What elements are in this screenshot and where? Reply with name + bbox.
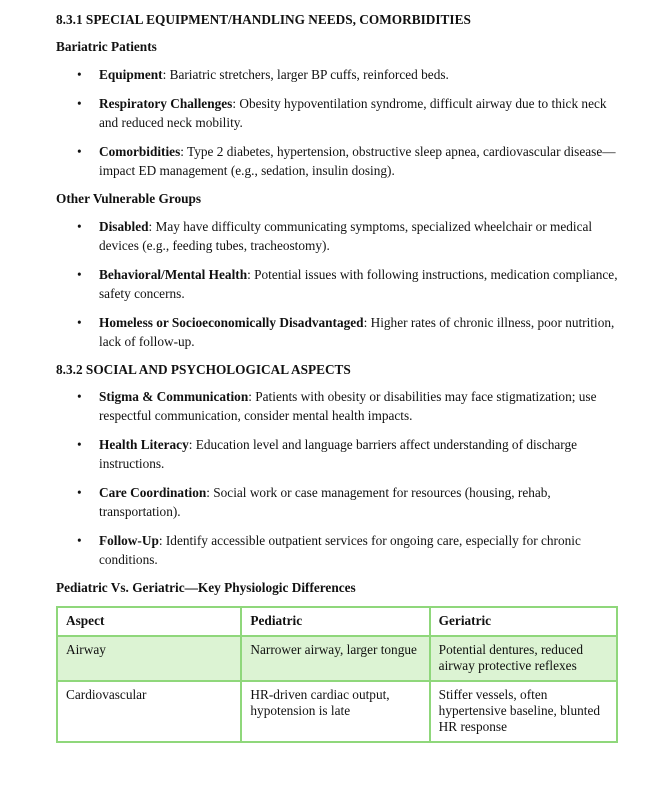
table-caption: Pediatric Vs. Geriatric—Key Physiologic Differences <box>56 580 356 595</box>
list-item <box>56 142 618 180</box>
bullet-icon: • <box>77 533 82 548</box>
list-item-term: Homeless or Socioeconomically Disadvantaged <box>99 315 364 330</box>
list-item-text: : Higher rates of chronic illness, poor nutrition, lack of follow-up. <box>99 315 615 349</box>
list-item-text: : Education level and language barriers affect understanding of discharge instructions. <box>99 437 578 471</box>
list-item-term: Stigma & Communication <box>99 389 249 404</box>
list-item-term: Comorbidities <box>99 144 181 159</box>
table-row <box>57 636 617 681</box>
bullet-icon: • <box>77 315 82 330</box>
cell-pediatric: Narrower airway, larger tongue <box>241 636 429 681</box>
column-header-pediatric: Pediatric <box>241 607 429 636</box>
list-item <box>56 265 618 303</box>
list-item-term: Care Coordination <box>99 485 207 500</box>
list-item-text: : Bariatric stretchers, larger BP cuffs, reinforced beds. <box>162 67 449 82</box>
subheading-bariatric-patients: Bariatric Patients <box>56 39 157 54</box>
bullet-icon: • <box>77 389 82 404</box>
list-item <box>56 531 618 569</box>
list-item-text: : Type 2 diabetes, hypertension, obstructive sleep apnea, cardiovascular disease—impact ED management (e.g., sedation, insulin dosing). <box>99 144 616 178</box>
list-item <box>56 313 618 351</box>
list-item <box>56 217 618 255</box>
list-item-term: Health Literacy <box>99 437 189 452</box>
social-psych-list <box>56 387 618 569</box>
bullet-icon: • <box>77 485 82 500</box>
list-item-term: Equipment <box>99 67 163 82</box>
bullet-icon: • <box>77 96 82 111</box>
list-item-term: Follow-Up <box>99 533 159 548</box>
subheading-other-vulnerable-groups: Other Vulnerable Groups <box>56 191 202 206</box>
column-header-aspect: Aspect <box>57 607 241 636</box>
bullet-icon: • <box>77 219 82 234</box>
list-item-text: : Identify accessible outpatient services for ongoing care, especially for chronic conditions. <box>99 533 581 567</box>
cell-aspect: Airway <box>57 636 241 681</box>
cell-geriatric: Potential dentures, reduced airway protective reflexes <box>430 636 617 681</box>
table-row <box>57 681 617 742</box>
list-item-term: Respiratory Challenges <box>99 96 233 111</box>
section-title-8-3-1: 8.3.1 SPECIAL EQUIPMENT/HANDLING NEEDS, COMORBIDITIES <box>56 12 471 27</box>
document-page <box>56 8 618 743</box>
list-item <box>56 65 618 84</box>
list-item-text: : Patients with obesity or disabilities may face stigmatization; use respectful communication, consider mental health impacts. <box>99 389 597 423</box>
cell-pediatric: HR-driven cardiac output, hypotension is late <box>241 681 429 742</box>
list-item-text: : May have difficulty communicating symptoms, specialized wheelchair or medical devices (e.g., feeding tubes, tracheostomy). <box>99 219 593 253</box>
section-title-8-3-2: 8.3.2 SOCIAL AND PSYCHOLOGICAL ASPECTS <box>56 362 351 377</box>
list-item <box>56 435 618 473</box>
table-header-row <box>57 607 617 636</box>
cell-aspect: Cardiovascular <box>57 681 241 742</box>
bariatric-list <box>56 65 618 180</box>
list-item-text: : Social work or case management for resources (housing, rehab, transportation). <box>99 485 551 519</box>
list-item-text: : Potential issues with following instructions, medication compliance, safety concerns. <box>99 267 618 301</box>
cell-geriatric: Stiffer vessels, often hypertensive baseline, blunted HR response <box>430 681 617 742</box>
bullet-icon: • <box>77 144 82 159</box>
list-item-text: : Obesity hypoventilation syndrome, difficult airway due to thick neck and reduced neck mobility. <box>99 96 607 130</box>
list-item <box>56 483 618 521</box>
list-item-term: Behavioral/Mental Health <box>99 267 248 282</box>
column-header-geriatric: Geriatric <box>430 607 617 636</box>
bullet-icon: • <box>77 437 82 452</box>
list-item-term: Disabled <box>99 219 149 234</box>
pediatric-geriatric-table <box>56 606 618 743</box>
list-item <box>56 94 618 132</box>
list-item <box>56 387 618 425</box>
bullet-icon: • <box>77 267 82 282</box>
bullet-icon: • <box>77 67 82 82</box>
vulnerable-groups-list <box>56 217 618 351</box>
